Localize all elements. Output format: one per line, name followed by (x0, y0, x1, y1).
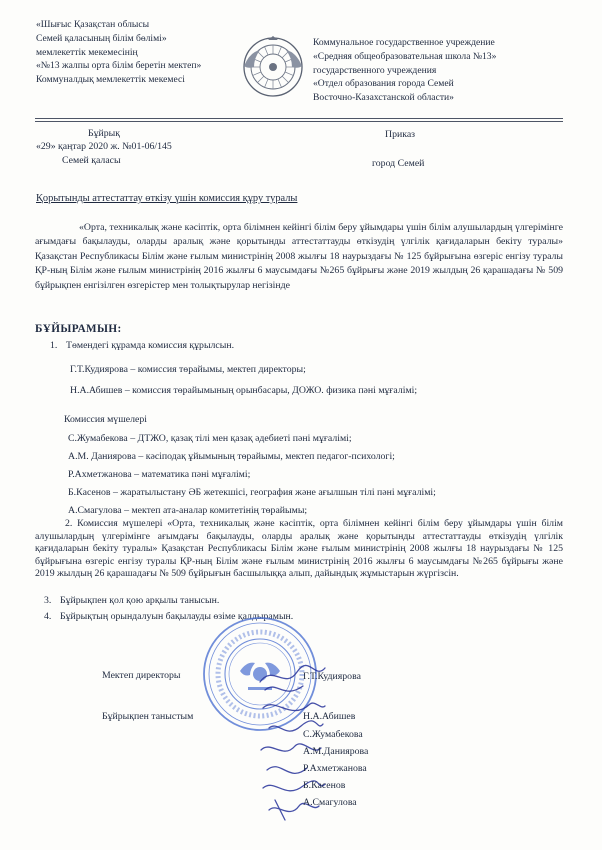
member-line: С.Жумабекова – ДТЖО, қазақ тілі мен қазақ әдебиеті пәні мұғалімі; (68, 433, 352, 444)
header-right-line: «Средняя общеобразовательная школа №13» (313, 50, 497, 62)
header-left-line: «Шығыс Қазақстан облысы (36, 19, 150, 30)
header-right-line: государственного учреждения (313, 64, 437, 76)
acquainted-name: А.Смагулова (303, 797, 357, 808)
order-item-2 (35, 518, 563, 581)
order-heading: БҰЙЫРАМЫН: (35, 323, 122, 335)
acquainted-name: Н.А.Абишев (303, 711, 356, 722)
header-left (36, 18, 201, 87)
item-number: 2. (65, 518, 73, 529)
preamble-paragraph (35, 221, 563, 293)
order-date-number: «29» қаңтар 2020 ж. №01-06/145 (36, 141, 172, 152)
order-city-kz: Семей қаласы (62, 155, 121, 166)
item-number: 4. (44, 611, 52, 622)
item-text: Бұйрықтың орындалуын бақылауды өзіме қалдырамын. (60, 611, 294, 622)
header-left-line: мемлекеттік мекемесінің (36, 46, 138, 58)
order-label-kz: Бұйрық (88, 128, 121, 139)
director-label: Мектеп директоры (102, 670, 181, 681)
order-label-ru: Приказ (385, 129, 416, 140)
item-text: Төмендегі құрамда комиссия құрылсын. (66, 340, 235, 351)
acquainted-name: С.Жумабекова (303, 729, 363, 740)
chair-line: Г.Т.Кудиярова – комиссия төрайымы, мектеп директоры; (70, 364, 306, 375)
acquainted-name: А.М.Даниярова (303, 746, 369, 757)
header-left-line: «№13 жалпы орта білім беретін мектеп» (36, 60, 202, 72)
member-line: Б.Кaсенов – жаратылыстану ӘБ жетекшісі, география және ағылшын тілі пәні мұғалімі; (68, 487, 436, 498)
header-right (313, 36, 496, 105)
document-title: Қорытынды аттестаттау өткізу үшін комиссия құру туралы (36, 193, 298, 204)
acquainted-label: Бұйрықпен таныстым (102, 711, 194, 722)
header-right-line: Коммунальное государственное учреждение (313, 37, 495, 48)
item-number: 3. (44, 595, 52, 606)
member-line: А.М. Данияровa – кәсіподақ ұйымының төрайымы, мектеп педагог-психологі; (68, 451, 395, 462)
acquainted-name: Б.Касенов (303, 780, 346, 791)
director-name: Г.Т.Кудиярова (303, 671, 361, 682)
item-number: 1. (50, 340, 58, 351)
header-left-line: Семей қаласының білім бөлімі» (36, 32, 167, 44)
member-line: Р.Ахметжанова – математика пәні мұғалімі; (68, 469, 251, 480)
deputy-line: Н.А.Абишев – комиссия төрайымының орынбасары, ДОЖО. физика пәні мұғалімі; (70, 385, 418, 396)
item-text: Бұйрықпен қол қою арқылы танысын. (60, 595, 220, 606)
header-right-line: Восточно-Казахстанской области» (313, 92, 454, 104)
header-divider (35, 118, 563, 119)
kazakhstan-emblem-icon (240, 36, 306, 98)
order-item-3 (44, 595, 219, 606)
header-divider-thin (35, 121, 563, 122)
header-left-line: Коммуналдық мемлекеттік мекемесі (36, 74, 185, 86)
item-text: Комиссия мүшелері «Орта, техникалық және кәсіптік, орта білімнен кейінгі білім беру ұйымдары үшін білім алушылардың үлгерімінге ағымдағы бақылауды, оларды аралық және қорытынды аттестаттауды өткізудің үлгілік қағидаларын бекіту туралы» Қазақстан Республикасы Білім және ғылым министрінің 2008 жылғы 18 наурыздағы № 125 бұйрығына өзгеріс енгізу туралы ҚР-ның Білім және ғылым министрінің 2016 жылғы 6 маусымдағы №265 бұйрығы және 2019 жылдың 26 қарашадағы № 509 бұйрығын басшылыққа алып, дайындық жұмыстарын жүргізсін. (35, 518, 563, 580)
member-line: А.Смагулова – мектеп ата-аналар комитетінің төрайымы; (68, 505, 308, 516)
members-title: Комиссия мүшелері (64, 414, 147, 425)
order-city-ru: город Семей (372, 158, 425, 169)
preamble-text: «Орта, техникалық және кәсіптік, орта білімнен кейінгі білім беру ұйымдары үшін білім алушылардың үлгерімінге ағымдағы бақылауды, оларды аралық және қорытынды аттестаттауды өткізудің үлгілік қағидаларын бекіту туралы» Қазақстан Республикасы Білім және ғылым министрінің 2008 жылғы 18 наурыздағы № 125 бұйрығына өзгеріс енгізу туралы ҚР-ның Білім және ғылым министрінің 2016 жылғы 6 маусымдағы №265 бұйрығы және 2019 жылдың 26 қарашадағы № 509 бұйрықпен енгізілген өзгерістер мен толықтырулар негізінде (35, 222, 563, 291)
order-item-1 (50, 340, 234, 351)
acquainted-name: Р.Ахметжанова (303, 763, 367, 774)
header-right-line: «Отдел образования города Семей (313, 78, 454, 90)
